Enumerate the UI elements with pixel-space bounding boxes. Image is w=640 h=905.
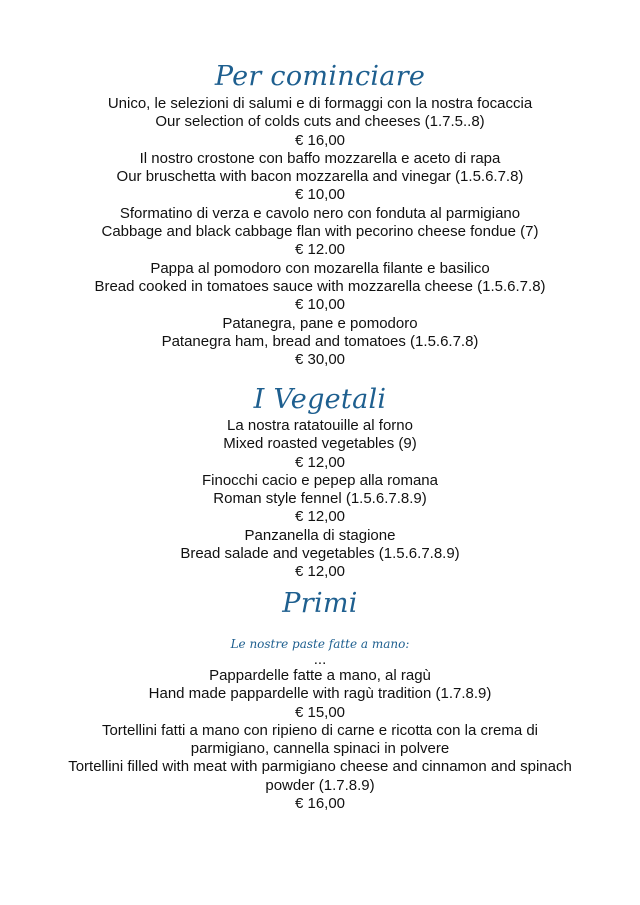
item-name-it: Pappa al pomodoro con mozarella filante e basilico (150, 259, 490, 277)
item-name-it-continued: parmigiano, cannella spinaci in polvere (190, 740, 450, 758)
menu-item (0, 472, 640, 527)
item-name-en: Patanegra ham, bread and tomatoes (1.5.6.7.8) (161, 332, 479, 350)
item-price: € 16,00 (294, 795, 346, 813)
section-title: Primi (282, 588, 358, 619)
item-price: € 12,00 (294, 563, 346, 581)
item-name-en: Bread cooked in tomatoes sauce with mozzarella cheese (1.5.6.7.8) (94, 277, 546, 295)
menu-item (0, 667, 640, 722)
menu-item (0, 722, 640, 813)
menu-item (0, 417, 640, 472)
item-price: € 10,00 (294, 296, 346, 314)
item-name-it: Sformatino di verza e cavolo nero con fonduta al parmigiano (119, 204, 521, 222)
item-price: € 30,00 (294, 351, 346, 369)
item-name-it: Finocchi cacio e pepep alla romana (202, 471, 438, 489)
item-name-en: Cabbage and black cabbage flan with pecorino cheese fondue (7) (101, 223, 539, 241)
item-name-en: Mixed roasted vegetables (9) (223, 435, 417, 453)
item-name-it: Patanegra, pane e pomodoro (222, 314, 418, 332)
item-price: € 12.00 (294, 241, 346, 259)
item-name-en: Roman style fennel (1.5.6.7.8.9) (213, 490, 427, 508)
section-per-cominciare (0, 60, 640, 369)
item-price: € 15,00 (294, 703, 346, 721)
menu-item (0, 205, 640, 260)
menu-item (0, 315, 640, 370)
section-title: Per cominciare (214, 61, 426, 92)
item-name-en: Hand made pappardelle with ragù tradition (1.7.8.9) (148, 685, 492, 703)
item-name-it: Unico, le selezioni di salumi e di formaggi con la nostra focaccia (107, 95, 533, 112)
item-name-it: La nostra ratatouille al forno (227, 417, 413, 434)
menu-item (0, 95, 640, 150)
item-price: € 10,00 (294, 186, 346, 204)
item-name-en: Tortellini filled with meat with parmigiano cheese and cinnamon and spinach (68, 758, 572, 776)
ellipsis-text: ... (313, 651, 327, 668)
item-price: € 16,00 (294, 131, 346, 149)
item-price: € 12,00 (294, 453, 346, 471)
item-name-en-continued: powder (1.7.8.9) (265, 776, 375, 794)
menu-item (0, 150, 640, 205)
item-name-en: Our selection of colds cuts and cheeses (1.7.5..8) (155, 113, 485, 131)
item-price: € 12,00 (294, 508, 346, 526)
item-name-it: Panzanella di stagione (244, 526, 396, 544)
menu-item (0, 260, 640, 315)
item-name-it: Pappardelle fatte a mano, al ragù (209, 667, 431, 684)
item-name-it: Tortellini fatti a mano con ripieno di carne e ricotta con la crema di (101, 721, 539, 739)
item-name-en: Bread salade and vegetables (1.5.6.7.8.9) (180, 545, 460, 563)
section-primi (0, 587, 640, 813)
section-title: I Vegetali (253, 384, 387, 415)
item-name-it: Il nostro crostone con baffo mozzarella e aceto di rapa (139, 149, 501, 167)
section-subtitle: Le nostre paste fatte a mano: (230, 637, 410, 651)
menu-item (0, 527, 640, 582)
section-i-vegetali (0, 383, 640, 582)
item-name-en: Our bruschetta with bacon mozzarella and vinegar (1.5.6.7.8) (116, 168, 524, 186)
